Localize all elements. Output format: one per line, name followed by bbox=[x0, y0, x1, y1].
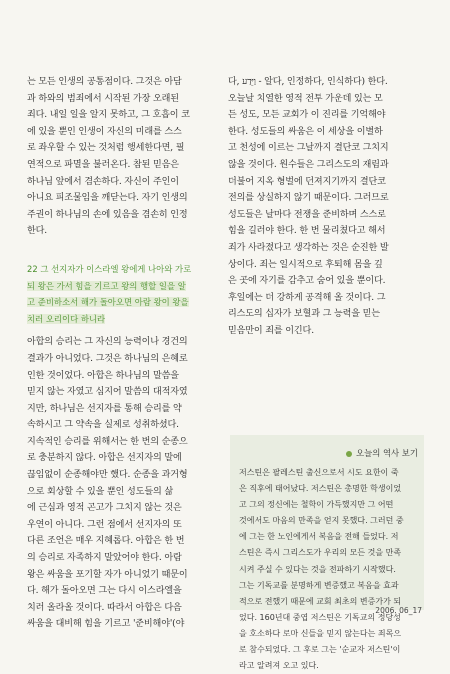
text-line: 주권이 하나님의 손에 있음을 겸손히 인정 bbox=[27, 209, 188, 220]
verse-line-text: 치러 오리이다 하니라 bbox=[27, 313, 106, 324]
left-paragraph-2 bbox=[27, 334, 223, 633]
box-text-line: 에 그는 한 노인에게서 복음을 전해 들었다. 저 bbox=[239, 532, 399, 542]
left-column bbox=[27, 74, 223, 633]
text-line: 후일에는 더 강하게 공격해 올 것이다. 그 bbox=[228, 292, 386, 303]
left-paragraph-1 bbox=[27, 74, 223, 240]
verse-line bbox=[27, 311, 223, 328]
box-text-line: 고 그의 정신에는 철학이 가득했지만 그 어떤 bbox=[239, 500, 394, 510]
text-line: 는 모든 인생의 공통점이다. 그것은 아담 bbox=[27, 77, 182, 87]
sidebar-box-title: 오늘의 역사 보기 bbox=[346, 445, 418, 461]
text-line: 하나님 앞에서 겸손하다. 자신이 주인이 bbox=[27, 176, 179, 187]
text-line: 한다. bbox=[27, 226, 48, 237]
verse-line-text: 되 왕은 가서 힘을 기르고 왕의 행할 일을 알 bbox=[27, 280, 186, 291]
text-line: 싸움을 대비해 힘을 기르고 '준비해야'(야 bbox=[27, 619, 185, 630]
box-text-line: 것에서도 마음의 만족을 얻지 못했다. 그러던 중 bbox=[239, 516, 404, 526]
text-line: 한다. 성도들의 싸움은 이 세상을 이별하 bbox=[228, 126, 383, 137]
text-line: 에 근심과 영적 곤고가 그치지 않는 것은 bbox=[27, 503, 182, 514]
text-line: 끊임없이 순종해야만 했다. 순종을 과거형 bbox=[27, 470, 188, 481]
text-line: 지속적인 승리를 위해서는 한 번의 순종으 bbox=[27, 436, 188, 447]
text-line: 속하시고 그 약속을 실제로 성취하셨다. bbox=[27, 420, 179, 431]
text-line: 않을 것이다. 원수들은 그리스도의 재림과 bbox=[228, 159, 389, 170]
text-line: 결과가 아니었다. 그것은 하나님의 은혜로 bbox=[27, 353, 188, 364]
verse-line bbox=[27, 261, 223, 278]
scripture-verse bbox=[27, 261, 223, 327]
box-text-line: 적으로 전했기 때문에 교회 최초의 변증가가 되 bbox=[239, 596, 402, 606]
text-line: 우연이 아니다. 그런 점에서 선지자의 또 bbox=[27, 519, 182, 530]
text-line: 죄다. 내일 일을 알지 못하고, 그 호흡이 코 bbox=[27, 110, 190, 121]
box-text-line: 로 참수되었다. 그 후로 그는 '순교자 저스틴'이 bbox=[239, 645, 401, 655]
text-line: 과 하와의 범죄에서 시작된 가장 오래된 bbox=[27, 93, 179, 104]
text-line: 믿음만이 죄를 이긴다. bbox=[228, 325, 314, 336]
text-line: 은 곳에 자기를 감추고 숨어 있을 뿐이다. bbox=[228, 276, 386, 287]
text-line: 아니요 피조물임을 깨닫는다. 자기 인생의 bbox=[27, 193, 188, 204]
box-text-line: 시켜 주실 수 있다는 것을 전파하기 시작했다. bbox=[239, 564, 396, 574]
text-line: 지만, 하나님은 선지자를 통해 승리를 약 bbox=[27, 403, 182, 414]
verse-line-text: 22 그 선지자가 이스라엘 왕에게 나아와 가로 bbox=[27, 263, 192, 274]
text-line: 죄가 사라졌다고 생각하는 것은 순진한 발 bbox=[228, 242, 389, 253]
box-text-line: 었다. 160년대 중엽 저스틴은 기독교의 정당성 bbox=[239, 612, 401, 622]
text-line: 든 성도, 모든 교회가 이 진리를 기억해야 bbox=[228, 110, 386, 121]
sidebar-box-body bbox=[239, 465, 417, 674]
text-line: 리스도의 십자가 보혈과 그 능력을 믿는 bbox=[228, 309, 380, 320]
text-line: 오늘날 치열한 영적 전투 가운데 있는 모 bbox=[228, 93, 383, 104]
text-line: 에 있을 뿐인 인생이 자신의 미래를 스스 bbox=[27, 126, 182, 137]
text-line: 더불어 지옥 형벌에 던져지기까지 결단코 bbox=[228, 176, 386, 187]
text-line: 믿지 않는 자였고 심지어 말씀의 대적자였 bbox=[27, 387, 188, 398]
text-line: 성도들은 날마다 전쟁을 준비하며 스스로 bbox=[228, 209, 386, 220]
box-text-line: 그는 기독교를 분명하게 변증했고 복음을 효과 bbox=[239, 580, 399, 590]
box-text-line: 은 직후에 태어났다. 저스틴은 총명한 학생이었 bbox=[239, 484, 402, 494]
text-line: 힘을 길러야 한다. 한 번 물리쳤다고 해서 bbox=[228, 226, 386, 237]
text-line: 전의를 상실하지 않기 때문이다. 그러므로 bbox=[228, 193, 389, 204]
text-line: 로 충분하지 않다. 아합은 선지자의 말에 bbox=[27, 453, 182, 464]
text-line: 왕은 싸움을 포기할 자가 아니었기 때문이 bbox=[27, 569, 188, 580]
text-line: 의 승리로 자족하지 말았어야 한다. 아람 bbox=[27, 553, 182, 564]
text-line: 상이다. 죄는 일시적으로 후퇴해 몸을 깊 bbox=[228, 259, 383, 270]
text-line: 다른 조언은 매우 지혜롭다. 아합은 한 번 bbox=[27, 536, 185, 547]
right-paragraph-1 bbox=[228, 74, 424, 340]
box-text-line: 스틴은 즉시 그리스도가 우리의 모든 것을 만족 bbox=[239, 548, 402, 558]
box-text-line: 저스틴은 팔레스틴 출신으로서 시도 요한이 죽 bbox=[239, 468, 399, 477]
box-text-line: 라고 알려져 오고 있다. bbox=[239, 661, 319, 671]
text-line: 다. 해가 돌아오면 그는 다시 이스라엘을 bbox=[27, 586, 182, 597]
right-column bbox=[228, 74, 424, 340]
text-line: 고 천성에 이르는 그날까지 결단코 그치지 bbox=[228, 143, 389, 154]
text-line: 인한 것이었다. 아합은 하나님의 말씀을 bbox=[27, 370, 179, 381]
text-line: 으로 회상할 수 있을 뿐인 성도들의 삶 bbox=[27, 486, 173, 497]
verse-line bbox=[27, 294, 223, 311]
text-line: 연적으로 파멸을 불러온다. 참된 믿음은 bbox=[27, 159, 179, 170]
verse-line bbox=[27, 278, 223, 295]
text-line: 아합의 승리는 그 자신의 능력이나 경건의 bbox=[27, 337, 188, 348]
text-line: 치러 올라올 것이다. 따라서 아합은 다음 bbox=[27, 602, 182, 613]
page-number: 2006. 06_17 bbox=[375, 606, 422, 615]
text-line: 다, וַיֵּדַע - 알다, 인정하다, 인식하다) 한다. bbox=[228, 77, 388, 87]
text-line: 로 좌우할 수 있는 것처럼 행세한다면, 필 bbox=[27, 143, 185, 154]
verse-line-text: 고 준비하소서 해가 돌아오면 아람 왕이 왕을 bbox=[27, 297, 189, 308]
box-text-line: 을 호소하다 로마 신들을 믿지 않는다는 죄목으 bbox=[239, 628, 402, 638]
